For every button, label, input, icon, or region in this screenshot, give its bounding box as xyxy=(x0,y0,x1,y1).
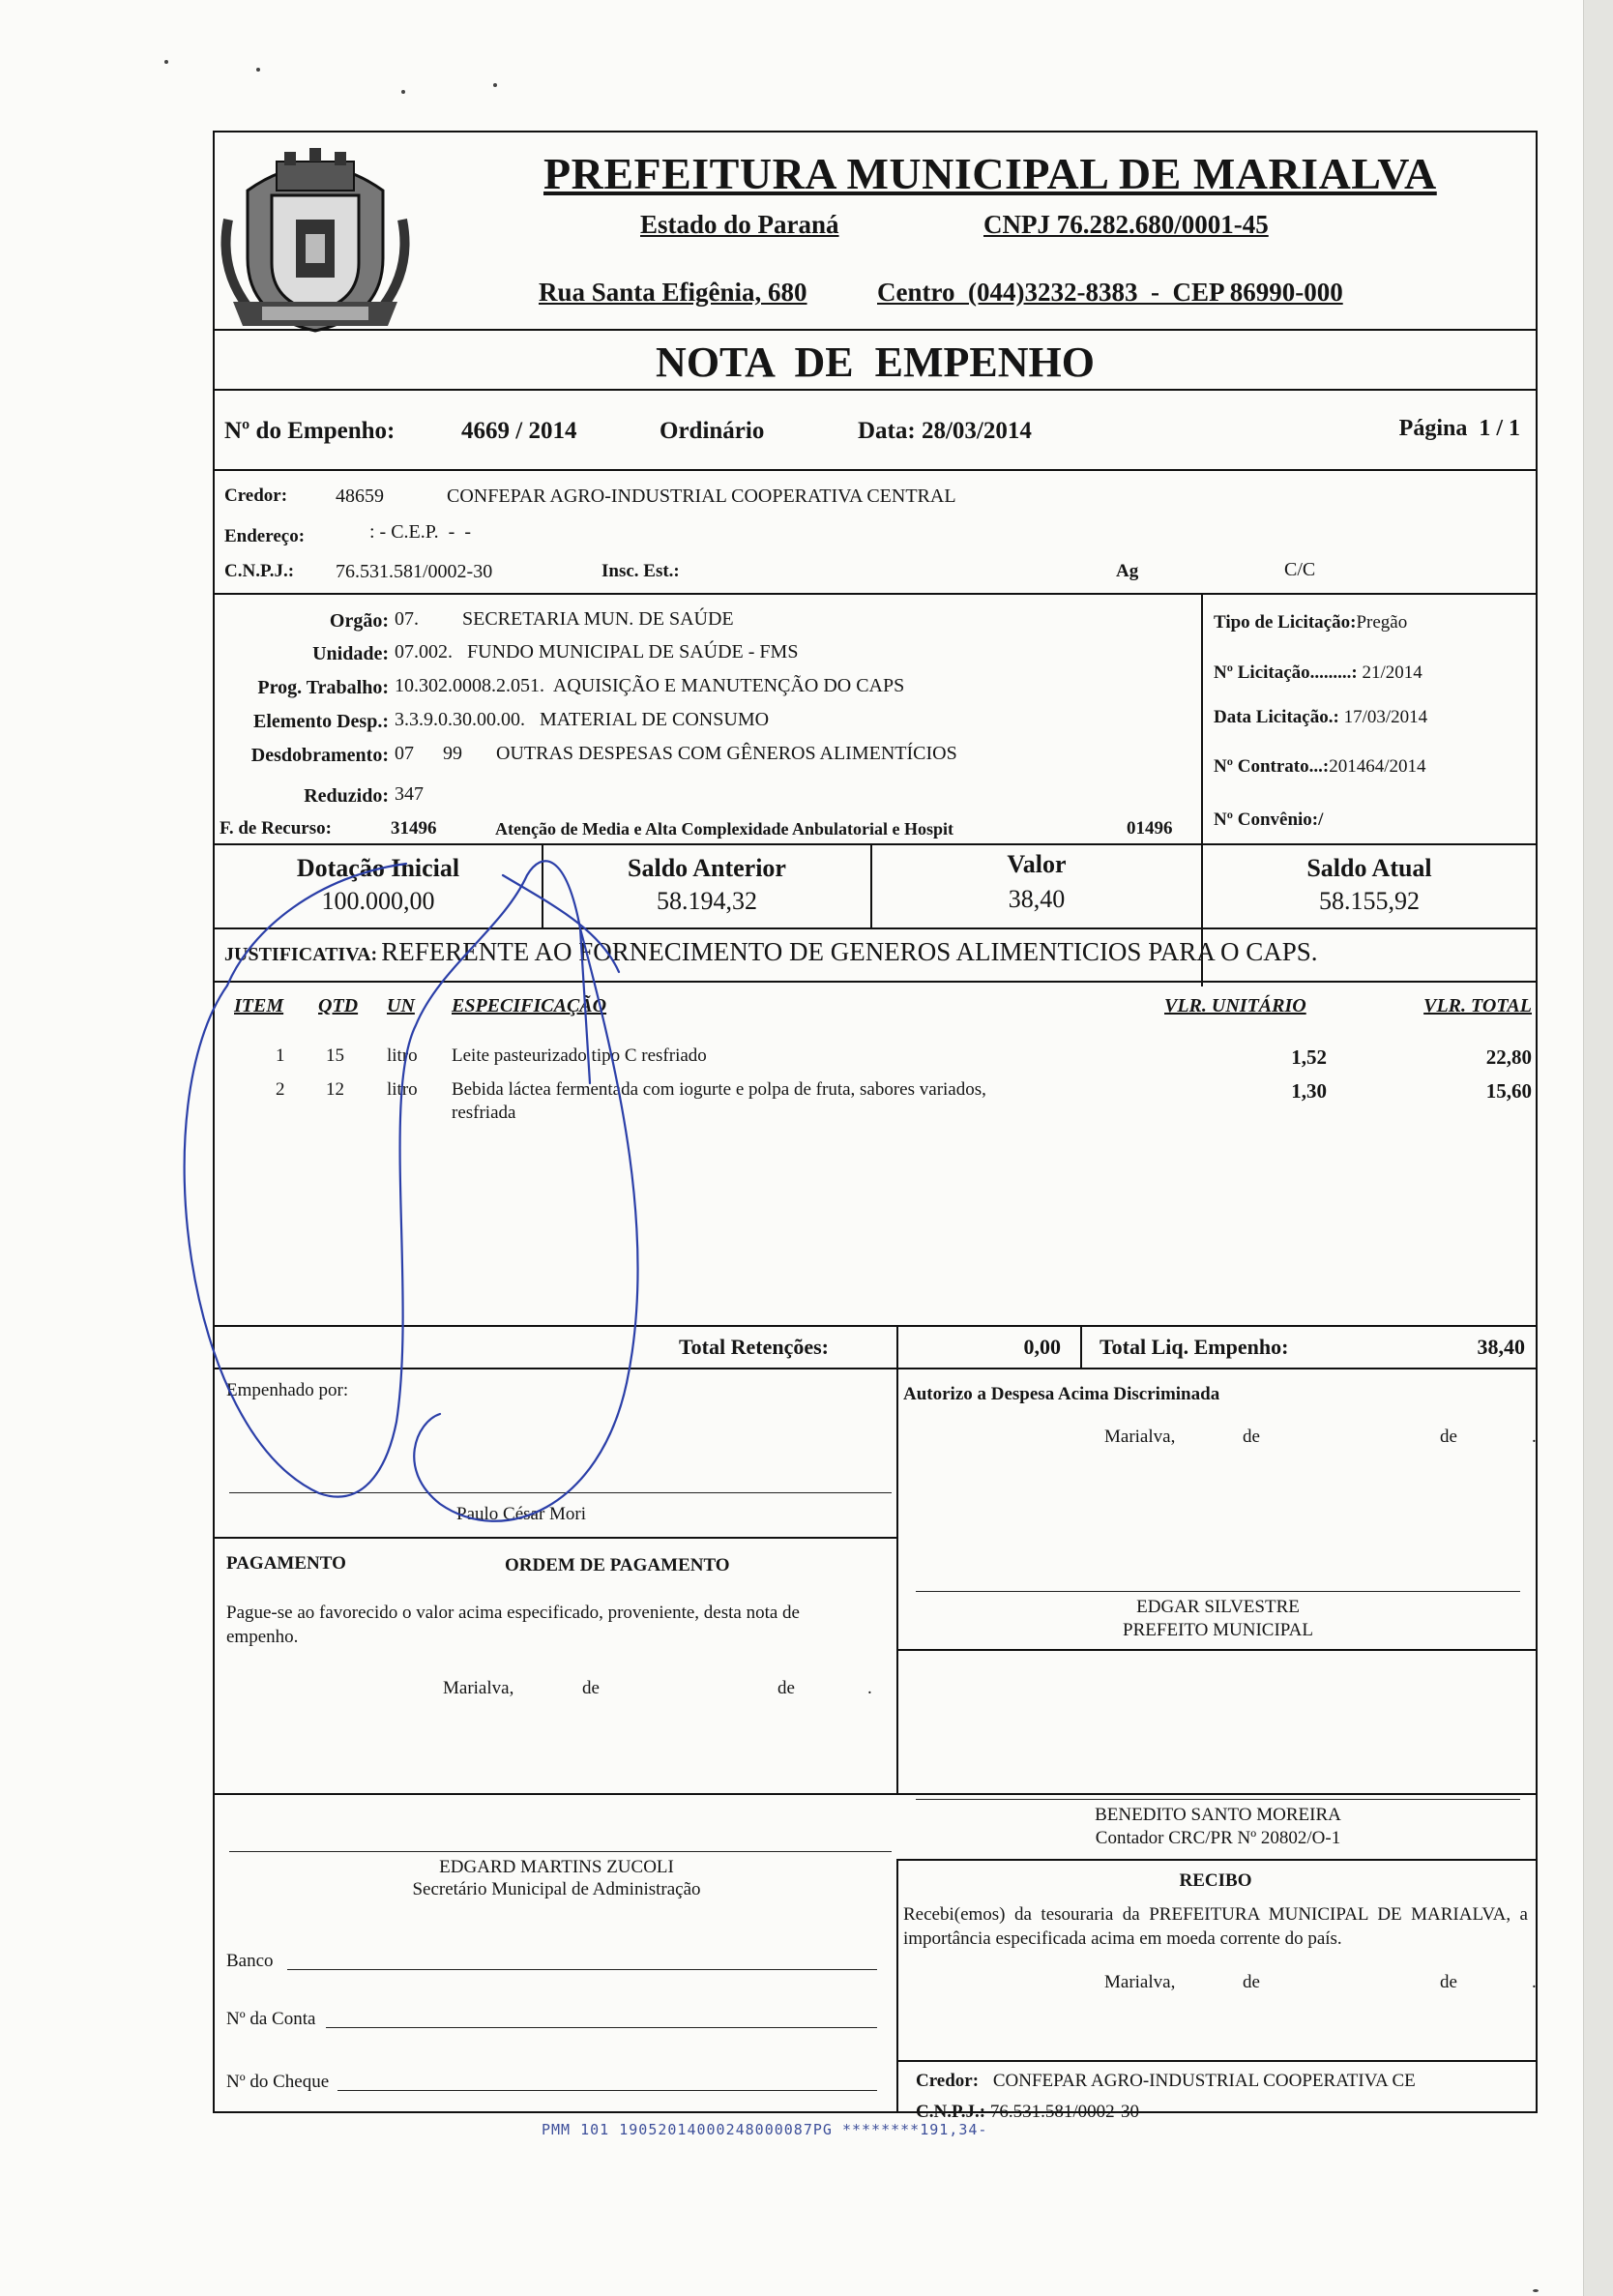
item-unit: litro xyxy=(387,1079,418,1100)
document-title: NOTA DE EMPENHO xyxy=(656,339,1095,386)
empenho-date: Data: 28/03/2014 xyxy=(858,418,1032,444)
credor-code: 48659 xyxy=(336,486,384,507)
pagamento-de-1: de xyxy=(582,1678,600,1698)
balance-value: 58.155,92 xyxy=(1319,887,1420,915)
nota-de-empenho-form xyxy=(213,131,1538,2122)
insc-est-label: Insc. Est.: xyxy=(601,561,680,581)
budget-label: Desdobramento: xyxy=(250,745,389,766)
numero-contrato: Nº Contrato...:201464/2014 xyxy=(1214,756,1426,777)
balance-value: 58.194,32 xyxy=(657,887,757,915)
credor-label: Credor: xyxy=(224,486,288,506)
balance-label: Saldo Atual xyxy=(1306,854,1432,882)
data-licitacao: Data Licitação.: 17/03/2014 xyxy=(1214,707,1428,727)
credor-cnpj: 76.531.581/0002-30 xyxy=(336,561,493,582)
credor-cnpj-label: C.N.P.J.: xyxy=(224,561,295,581)
agency-label: Ag xyxy=(1116,561,1139,581)
empenho-type: Ordinário xyxy=(660,418,765,444)
budget-label: Unidade: xyxy=(312,643,389,664)
item-description: Leite pasteurizado tipo C resfriado xyxy=(452,1045,707,1066)
item-total-price: 22,80 xyxy=(1485,1045,1532,1069)
pagamento-de-2: de xyxy=(777,1678,795,1698)
conta-field[interactable] xyxy=(326,2027,877,2028)
item-unit: litro xyxy=(387,1045,418,1066)
budget-value: 07.002. FUNDO MUNICIPAL DE SAÚDE - FMS xyxy=(395,641,799,662)
item-total-price: 15,60 xyxy=(1485,1079,1532,1103)
item-unit-price: 1,52 xyxy=(1291,1045,1327,1069)
budget-value: 07. SECRETARIA MUN. DE SAÚDE xyxy=(395,608,734,630)
budget-label: Reduzido: xyxy=(304,785,389,807)
budget-value: 10.302.0008.2.051. AQUISIÇÃO E MANUTENÇÃO DO CAPS xyxy=(395,675,905,696)
empenhado-por-signer: Paulo César Mori xyxy=(456,1504,587,1524)
budget-label: Prog. Trabalho: xyxy=(257,677,389,698)
total-retencoes-value: 0,00 xyxy=(1023,1335,1061,1359)
autorizo-end: . xyxy=(1532,1427,1537,1447)
pagamento-city: Marialva, xyxy=(443,1678,514,1698)
recibo-text: Recebi(emos) da tesouraria da PREFEITURA MUNICIPAL DE MARIALVA, a importância especificada acima em moeda corrente do país. xyxy=(903,1904,1528,1949)
cheque-label: Nº do Cheque xyxy=(226,2072,330,2092)
total-liquido-label: Total Liq. Empenho: xyxy=(1100,1335,1289,1359)
prefeitura-title: PREFEITURA MUNICIPAL DE MARIALVA xyxy=(543,149,1437,198)
item-number: 1 xyxy=(276,1045,285,1066)
col-qtd: QTD xyxy=(318,995,359,1016)
numero-licitacao: Nº Licitação.........: 21/2014 xyxy=(1214,662,1422,683)
ordem-pagamento-label: ORDEM DE PAGAMENTO xyxy=(505,1555,730,1575)
item-quantity: 12 xyxy=(326,1079,344,1100)
fonte-recurso-label: F. de Recurso: xyxy=(220,818,332,839)
state-name: Estado do Paraná xyxy=(640,210,839,239)
pagamento-text: Pague-se ao favorecido o valor acima especificado, proveniente, desta nota de empenho. xyxy=(226,1603,800,1647)
col-valor-total: VLR. TOTAL xyxy=(1423,995,1532,1016)
empenho-number-label: Nº do Empenho: xyxy=(224,418,396,444)
autorizo-label: Autorizo a Despesa Acima Discriminada xyxy=(903,1384,1220,1404)
fonte-recurso-code-2: 01496 xyxy=(1127,818,1173,839)
recibo-credor-cnpj: C.N.P.J.: 76.531.581/0002-30 xyxy=(916,2102,1139,2122)
numero-convenio: Nº Convênio:/ xyxy=(1214,809,1324,830)
budget-value: 347 xyxy=(395,783,424,805)
autorizo-city: Marialva, xyxy=(1104,1427,1176,1447)
credor-name: CONFEPAR AGRO-INDUSTRIAL COOPERATIVA CENTRAL xyxy=(447,486,956,507)
recibo-city: Marialva, xyxy=(1104,1972,1176,1992)
fonte-recurso-code: 31496 xyxy=(391,818,437,839)
recibo-credor: Credor: CONFEPAR AGRO-INDUSTRIAL COOPERATIVA CE xyxy=(916,2071,1416,2091)
banco-field[interactable] xyxy=(287,1969,877,1970)
item-unit-price: 1,30 xyxy=(1291,1079,1327,1103)
district-phone-cep: Centro (044)3232-8383 - CEP 86990-000 xyxy=(877,278,1343,307)
recibo-de-2: de xyxy=(1440,1972,1457,1992)
balance-label: Valor xyxy=(1007,850,1067,878)
col-item: ITEM xyxy=(234,995,284,1016)
conta-label: Nº da Conta xyxy=(226,2009,316,2029)
col-valor-unitario: VLR. UNITÁRIO xyxy=(1164,995,1306,1016)
total-liquido-value: 38,40 xyxy=(1477,1335,1525,1359)
prefeito-name: EDGAR SILVESTRE xyxy=(1136,1597,1300,1617)
payment-print-line: PMM 101 19052014000248000087PG ********191,34- xyxy=(542,2121,988,2138)
empenhado-por-label: Empenhado por: xyxy=(226,1380,349,1400)
empenho-number: 4669 / 2014 xyxy=(461,418,577,444)
prefeitura-cnpj: CNPJ 76.282.680/0001-45 xyxy=(983,210,1269,239)
pagamento-end: . xyxy=(867,1678,872,1698)
autorizo-de-1: de xyxy=(1243,1427,1260,1447)
autorizo-de-2: de xyxy=(1440,1427,1457,1447)
secretario-name: EDGARD MARTINS ZUCOLI xyxy=(439,1857,674,1877)
tipo-licitacao: Tipo de Licitação:Pregão xyxy=(1214,612,1408,633)
balance-label: Saldo Anterior xyxy=(628,854,786,882)
item-description: Bebida láctea fermentada com iogurte e polpa de fruta, sabores variados, xyxy=(452,1079,986,1100)
scan-edge xyxy=(1583,0,1613,2296)
balance-value: 38,40 xyxy=(1008,885,1066,913)
budget-label: Orgão: xyxy=(329,610,389,632)
credor-address: : - C.E.P. - - xyxy=(369,521,471,543)
pagamento-label: PAGAMENTO xyxy=(226,1553,346,1574)
total-retencoes-label: Total Retenções: xyxy=(679,1335,829,1359)
secretario-role: Secretário Municipal de Administração xyxy=(412,1879,701,1899)
fonte-recurso-description: Atenção de Media e Alta Complexidade Anbulatorial e Hospit xyxy=(495,819,953,839)
justificativa: JUSTIFICATIVA: REFERENTE AO FORNECIMENTO DE GENEROS ALIMENTICIOS PARA O CAPS. xyxy=(224,937,1318,966)
contador-role: Contador CRC/PR Nº 20802/O-1 xyxy=(1095,1828,1341,1848)
contador-name: BENEDITO SANTO MOREIRA xyxy=(1095,1805,1341,1825)
recibo-end: . xyxy=(1532,1972,1537,1992)
page-number: Página 1 / 1 xyxy=(1398,416,1520,441)
item-description-cont: resfriada xyxy=(452,1103,516,1123)
cheque-field[interactable] xyxy=(337,2090,877,2091)
budget-value: 3.3.9.0.30.00.00. MATERIAL DE CONSUMO xyxy=(395,709,770,730)
banco-label: Banco xyxy=(226,1951,274,1971)
balance-value: 100.000,00 xyxy=(321,887,435,915)
item-quantity: 15 xyxy=(326,1045,344,1066)
municipal-coat-of-arms xyxy=(219,142,412,340)
street-address: Rua Santa Efigênia, 680 xyxy=(539,278,807,307)
col-especificacao: ESPECIFICAÇÃO xyxy=(452,995,607,1016)
budget-label: Elemento Desp.: xyxy=(253,711,389,732)
item-number: 2 xyxy=(276,1079,285,1100)
recibo-title: RECIBO xyxy=(1179,1870,1252,1891)
prefeito-role: PREFEITO MUNICIPAL xyxy=(1123,1620,1313,1640)
balance-label: Dotação Inicial xyxy=(296,854,460,882)
budget-value: 07 99 OUTRAS DESPESAS COM GÊNEROS ALIMENTÍCIOS xyxy=(395,743,957,764)
col-un: UN xyxy=(387,995,415,1016)
endereco-label: Endereço: xyxy=(224,526,306,546)
account-label: C/C xyxy=(1284,559,1316,580)
recibo-de-1: de xyxy=(1243,1972,1260,1992)
